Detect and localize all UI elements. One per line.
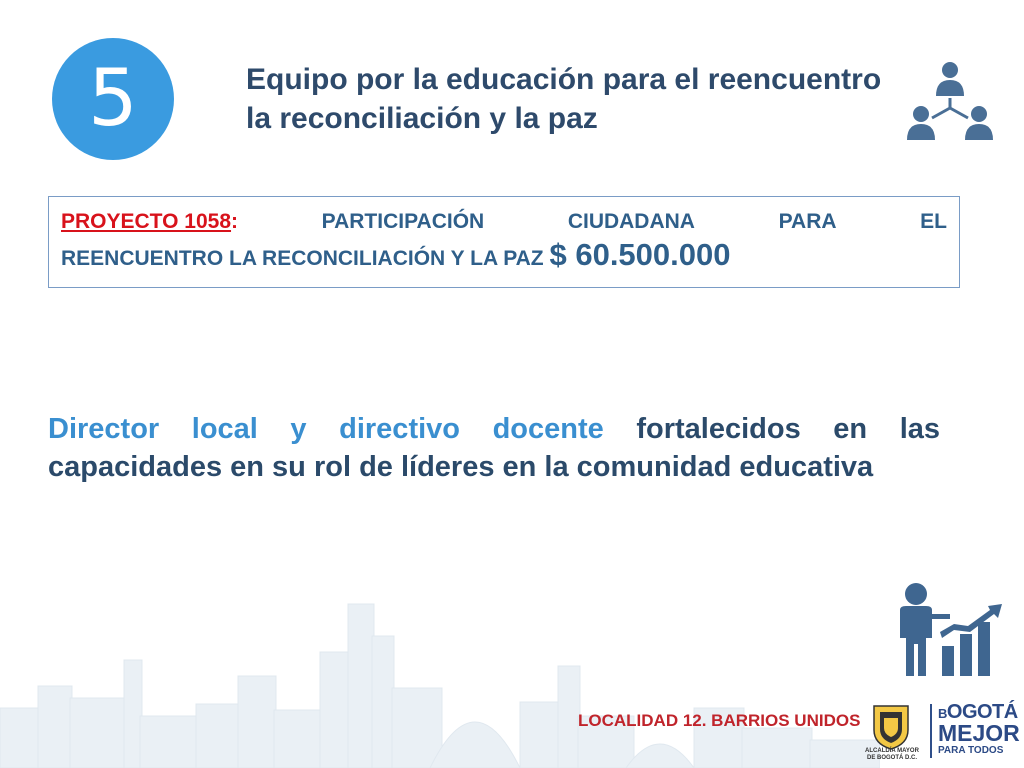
brand-prefix-small: B [938, 706, 947, 721]
brand-line1 [938, 702, 1022, 722]
project-name-word: PARA [778, 210, 837, 233]
project-line-2 [61, 237, 947, 277]
city-skyline-icon [0, 590, 880, 768]
project-label: PROYECTO 1058 [61, 210, 232, 233]
project-separator: : [231, 210, 239, 233]
brand-divider [930, 704, 932, 758]
project-line-1 [61, 207, 947, 237]
statement-highlight: Director local y directivo docente [48, 413, 604, 445]
project-box [48, 196, 960, 288]
statement-rest: fortalecidos en las capacidades en su rol de líderes en la comunidad educativa [48, 413, 941, 483]
statement-text [48, 410, 940, 486]
slide-number-badge [52, 38, 174, 160]
project-id [61, 207, 238, 237]
project-name-word: EL [920, 210, 947, 233]
slide-number: 5 [88, 54, 138, 144]
bogota-seal-icon [870, 702, 912, 750]
bogota-mejor-logo [938, 702, 1022, 756]
project-name-word: CIUDADANA [567, 210, 695, 233]
project-amount: $ 60.500.000 [549, 237, 731, 272]
slide-title: Equipo por la educación para el reencuentro la reconciliación y la paz [246, 63, 882, 135]
brand-prefix-big: OGOTÁ [946, 701, 1018, 723]
brand-line3: PARA TODOS [938, 745, 1004, 756]
presenter-growth-chart-icon [892, 580, 1008, 678]
seal-caption-line1: ALCALDÍA MAYOR [865, 748, 919, 754]
seal-caption-line2: DE BOGOTÁ D.C. [866, 755, 917, 761]
project-name-word: PARTICIPACIÓN [321, 210, 485, 233]
brand-line2: MEJOR [938, 720, 1020, 746]
team-hierarchy-icon [902, 60, 998, 144]
project-name-end: REENCUENTRO LA RECONCILIACIÓN Y LA PAZ [61, 247, 544, 270]
seal-caption [860, 748, 924, 762]
locality-label: LOCALIDAD 12. BARRIOS UNIDOS [578, 711, 861, 730]
